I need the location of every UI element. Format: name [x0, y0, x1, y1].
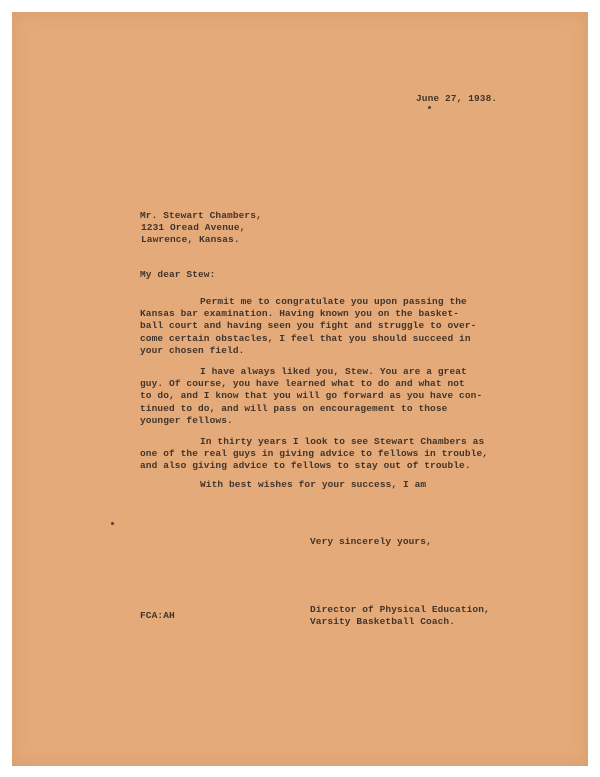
- salutation: My dear Stew:: [140, 269, 216, 280]
- paragraph-line: guy. Of course, you have learned what to do and what not: [140, 378, 465, 390]
- paragraph-line: Kansas bar examination. Having known you on the basket-: [140, 308, 460, 320]
- paragraph-line: In thirty years I look to see Stewart Chambers as: [200, 436, 485, 447]
- signature-title: Director of Physical Education,: [310, 604, 490, 615]
- signature-title: Varsity Basketball Coach.: [310, 616, 456, 628]
- paragraph-line: Permit me to congratulate you upon passing the: [200, 296, 467, 307]
- paragraph-2: [140, 366, 482, 427]
- paragraph-line: younger fellows.: [140, 414, 233, 426]
- paper-speck: [428, 106, 431, 109]
- recipient-city: Lawrence, Kansas.: [141, 234, 240, 246]
- paragraph-1: [140, 296, 476, 357]
- letter-page: [12, 12, 588, 766]
- recipient-name: Mr. Stewart Chambers,: [140, 210, 262, 221]
- signature-block: [310, 604, 490, 628]
- letter-date: June 27, 1938.: [416, 93, 498, 104]
- paragraph-3: [140, 436, 488, 473]
- paragraph-4: [140, 479, 426, 491]
- paragraph-line: your chosen field.: [140, 344, 245, 356]
- paragraph-line: and also giving advice to fellows to stay out of trouble.: [140, 460, 471, 472]
- paragraph-line: to do, and I know that you will go forward as you have con-: [140, 390, 483, 402]
- paragraph-line: With best wishes for your success, I am: [200, 479, 427, 490]
- paragraph-line: ball court and having seen you fight and struggle to over-: [140, 320, 477, 332]
- paragraph-line: tinued to do, and will pass on encouragement to those: [140, 402, 448, 414]
- paper-speck: [111, 522, 114, 525]
- closing: Very sincerely yours,: [310, 536, 432, 547]
- paragraph-line: come certain obstacles, I feel that you should succeed in: [140, 332, 471, 344]
- paragraph-line: I have always liked you, Stew. You are a great: [200, 366, 467, 377]
- paragraph-line: one of the real guys in giving advice to fellows in trouble,: [140, 448, 489, 460]
- recipient-address: [140, 210, 262, 247]
- typist-initials: FCA:AH: [140, 610, 175, 621]
- recipient-street: 1231 Oread Avenue,: [141, 222, 246, 234]
